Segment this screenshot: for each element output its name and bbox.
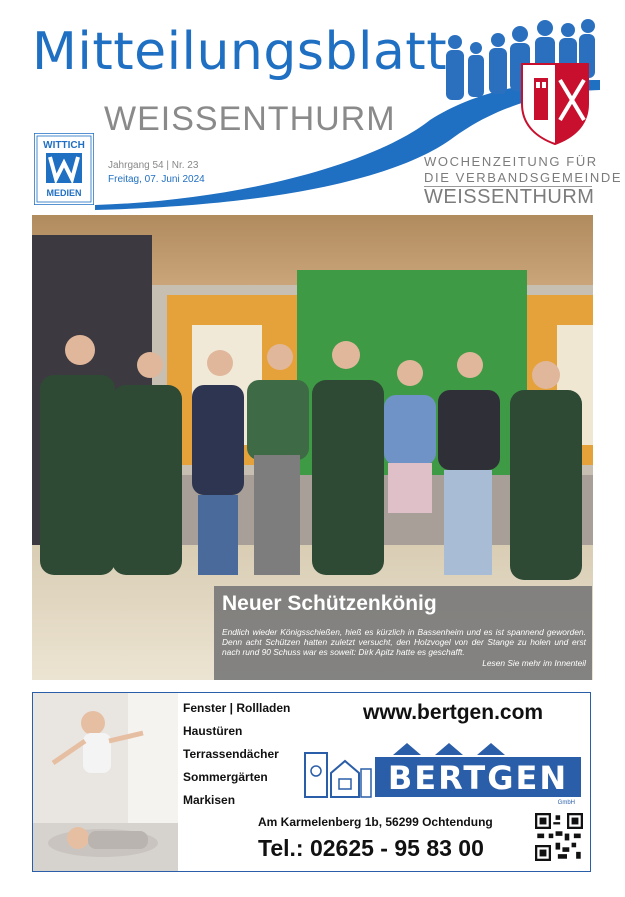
ad-family-photo bbox=[33, 693, 178, 872]
cover-teaser: Endlich wieder Königsschießen, hieß es kürzlich in Bassenheim und es ist spannend geworden. Denn acht Schützen hatten zuletzt versucht, den Holzvogel von der Stange zu holen und erst nach rund 90 Schuss war es soweit: Dirk Apitz hatte es geschafft. bbox=[222, 627, 586, 657]
town-title: WEISSENTHURM bbox=[104, 100, 396, 138]
bertgen-brand: BERTGEN bbox=[387, 759, 569, 797]
ad-item-2: Haustüren bbox=[183, 724, 243, 738]
issue-date: Freitag, 07. Juni 2024 bbox=[108, 174, 205, 185]
cover-more-link: Lesen Sie mehr im Innenteil bbox=[482, 658, 586, 668]
door-house-icon bbox=[303, 749, 373, 801]
ad-url[interactable]: www.bertgen.com bbox=[363, 701, 544, 724]
masthead-title: Mitteilungsblatt bbox=[32, 22, 448, 82]
ad-phone[interactable]: Tel.: 02625 - 95 83 00 bbox=[258, 835, 484, 861]
issue-number: Jahrgang 54 | Nr. 23 bbox=[108, 160, 199, 171]
ad-item-1: Fenster | Rollladen bbox=[183, 701, 291, 715]
coat-of-arms-icon bbox=[522, 64, 588, 144]
ad-item-5: Markisen bbox=[183, 793, 236, 807]
qr-code-icon[interactable] bbox=[535, 813, 583, 861]
publisher-line2: MEDIEN bbox=[46, 188, 82, 198]
tagline-line2: DIE VERBANDSGEMEINDE bbox=[424, 170, 623, 185]
bertgen-logo bbox=[375, 741, 581, 805]
ad-item-4: Sommergärten bbox=[183, 770, 268, 784]
wittich-medien-logo bbox=[34, 133, 94, 205]
headline-box bbox=[214, 586, 592, 680]
bertgen-suffix: GmbH bbox=[557, 800, 575, 805]
publisher-line1: WITTICH bbox=[43, 140, 85, 151]
cover-headline: Neuer Schützenkönig bbox=[222, 592, 437, 615]
tagline-line3: WEISSENTHURM bbox=[424, 186, 595, 208]
ad-item-3: Terrassendächer bbox=[183, 747, 279, 761]
bertgen-advertisement bbox=[32, 692, 591, 872]
ad-address: Am Karmelenberg 1b, 56299 Ochtendung bbox=[258, 815, 493, 829]
tagline-line1: WOCHENZEITUNG FÜR bbox=[424, 154, 598, 169]
